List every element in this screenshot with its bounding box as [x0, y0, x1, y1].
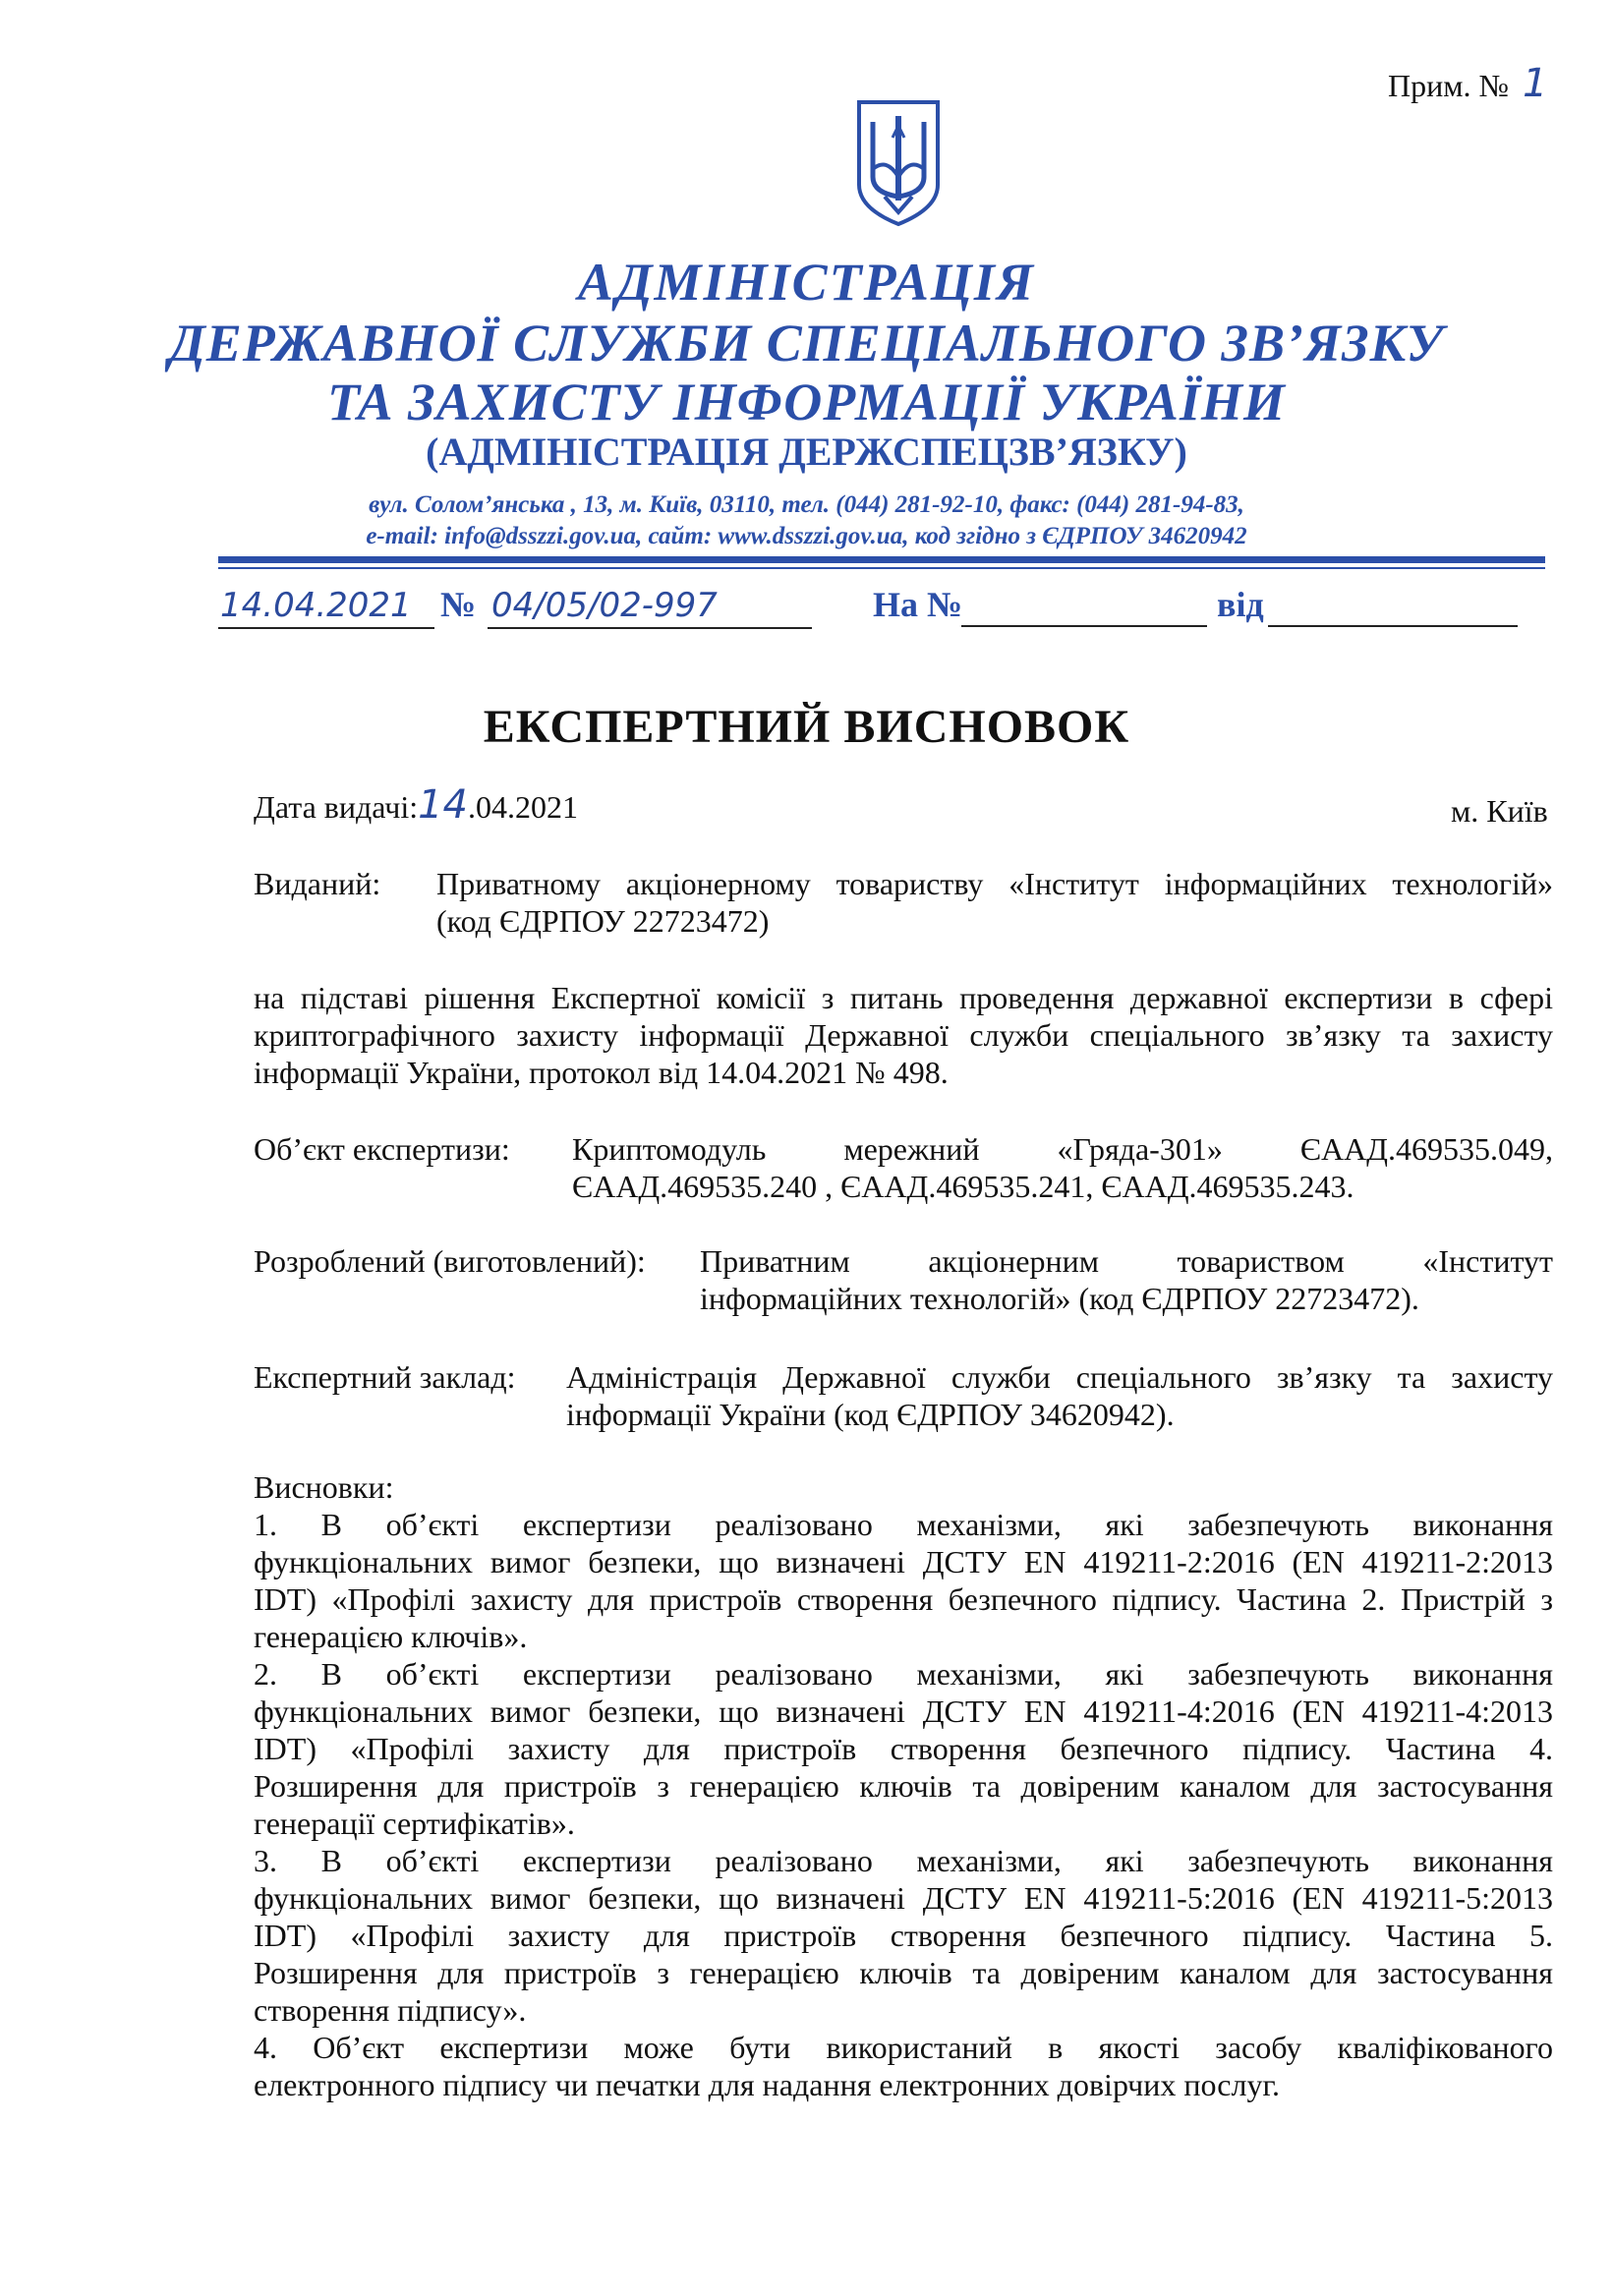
- conclusion-line: Розширення для пристроїв з генерацією ключів та довіреним каналом для застосування: [254, 1768, 1553, 1804]
- institution-line2: інформації України (код ЄДРПОУ 34620942).: [566, 1397, 1175, 1432]
- registration-date-handwritten: 14.04.2021: [220, 586, 412, 625]
- org-name-line2: ДЕРЖАВНОЇ СЛУЖБИ СПЕЦІАЛЬНОГО ЗВ’ЯЗКУ: [168, 314, 1445, 373]
- org-name-line3: ТА ЗАХИСТУ ІНФОРМАЦІЇ УКРАЇНИ: [327, 373, 1286, 431]
- registration-number: [491, 586, 718, 625]
- issue-date-rest: .04.2021: [468, 789, 578, 825]
- copy-number: [1388, 61, 1547, 106]
- document-title: ЕКСПЕРТНИЙ ВИСНОВОК: [483, 701, 1130, 753]
- object-label: Об’єкт експертизи:: [254, 1131, 510, 1167]
- registration-date: [220, 586, 412, 625]
- copy-number-label: Прим. №: [1388, 68, 1510, 103]
- basis-paragraph: [254, 979, 1553, 1091]
- conclusion-line: IDT) «Профілі захисту для пристроїв створення безпечного підпису. Частина 2. Пристрій з: [254, 1581, 1553, 1617]
- issue-city: м. Київ: [1451, 793, 1548, 829]
- conclusion-line: 4. Об’єкт експертизи може бути використаний в якості засобу кваліфікованого: [254, 2030, 1553, 2065]
- reply-from-label: від: [1217, 585, 1264, 624]
- trident-emblem-icon: [853, 98, 944, 228]
- conclusions-body: [254, 1506, 1553, 2103]
- basis-line3: інформації України, протокол від 14.04.2021 № 498.: [254, 1055, 949, 1090]
- header-divider-thick: [218, 556, 1545, 563]
- issued-to-value: [436, 865, 1553, 940]
- conclusion-line: функціональних вимог безпеки, що визначені ДСТУ EN 419211-5:2016 (EN 419211-5:2013: [254, 1880, 1553, 1916]
- org-name-line1: АДМІНІСТРАЦІЯ: [577, 253, 1036, 312]
- conclusion-line: генерацією ключів».: [254, 1619, 528, 1654]
- conclusions-label: Висновки:: [254, 1469, 394, 1505]
- conclusion-line: IDT) «Профілі захисту для пристроїв створення безпечного підпису. Частина 5.: [254, 1918, 1553, 1953]
- header-divider-thin: [218, 567, 1545, 569]
- reply-to-underline: [961, 625, 1207, 627]
- org-email-site: e-mail: info@dsszzi.gov.ua, сайт: www.dsszzi.gov.ua, код згідно з ЄДРПОУ 34620942: [366, 523, 1247, 549]
- developer-line1: Приватним акціонерним товариством «Інститут: [700, 1243, 1553, 1279]
- issued-to-label: Виданий:: [254, 866, 381, 901]
- conclusion-line: 2. В об’єкті експертизи реалізовано механізми, які забезпечують виконання: [254, 1656, 1553, 1692]
- conclusion-line: 3. В об’єкті експертизи реалізовано механізми, які забезпечують виконання: [254, 1843, 1553, 1878]
- institution-value: [566, 1358, 1553, 1433]
- issue-date: [254, 782, 578, 828]
- reply-to-label: На №: [873, 585, 963, 624]
- basis-line1: на підставі рішення Експертної комісії з питань проведення державної експертизи в сфері: [254, 980, 1553, 1015]
- conclusion-line: функціональних вимог безпеки, що визначені ДСТУ EN 419211-2:2016 (EN 419211-2:2013: [254, 1544, 1553, 1579]
- registration-number-handwritten: 04/05/02-997: [491, 586, 718, 625]
- reply-from-underline: [1268, 625, 1518, 627]
- developer-line2: інформаційних технологій» (код ЄДРПОУ 22723472).: [700, 1281, 1419, 1316]
- issued-to-line1: Приватному акціонерному товариству «Інститут інформаційних технологій»: [436, 866, 1553, 901]
- conclusion-line: функціональних вимог безпеки, що визначені ДСТУ EN 419211-4:2016 (EN 419211-4:2013: [254, 1693, 1553, 1729]
- copy-number-handwritten: 1: [1523, 61, 1548, 106]
- issued-to-line2: (код ЄДРПОУ 22723472): [436, 903, 770, 939]
- conclusion-line: 1. В об’єкті експертизи реалізовано механізми, які забезпечують виконання: [254, 1507, 1553, 1542]
- registration-date-underline: [218, 627, 434, 629]
- conclusion-line: електронного підпису чи печатки для надання електронних довірчих послуг.: [254, 2067, 1280, 2102]
- basis-line2: криптографічного захисту інформації Державної служби спеціального зв’язку та захисту: [254, 1017, 1553, 1053]
- org-address: вул. Солом’янська , 13, м. Київ, 03110, тел. (044) 281-92-10, факс: (044) 281-94-83,: [369, 491, 1244, 518]
- issue-day-handwritten: 14: [418, 782, 468, 828]
- conclusion-line: Розширення для пристроїв з генерацією ключів та довіреним каналом для застосування: [254, 1955, 1553, 1990]
- developer-value: [700, 1242, 1553, 1317]
- institution-label: Експертний заклад:: [254, 1359, 516, 1395]
- org-short-name: (АДМІНІСТРАЦІЯ ДЕРЖСПЕЦЗВ’ЯЗКУ): [426, 430, 1187, 474]
- object-value: [572, 1130, 1553, 1205]
- issue-date-label: Дата видачі:: [254, 789, 419, 825]
- object-line1: Криптомодуль мережний «Гряда-301» ЄААД.469535.049,: [572, 1131, 1553, 1167]
- institution-line1: Адміністрація Державної служби спеціального зв’язку та захисту: [566, 1359, 1553, 1395]
- conclusion-line: IDT) «Профілі захисту для пристроїв створення безпечного підпису. Частина 4.: [254, 1731, 1553, 1766]
- developer-label: Розроблений (виготовлений):: [254, 1243, 646, 1279]
- registration-number-underline: [488, 627, 812, 629]
- object-line2: ЄААД.469535.240 , ЄААД.469535.241, ЄААД.469535.243.: [572, 1169, 1354, 1204]
- conclusion-line: генерації сертифікатів».: [254, 1806, 575, 1841]
- conclusion-line: створення підпису».: [254, 1992, 527, 2028]
- registration-number-label: №: [440, 585, 477, 624]
